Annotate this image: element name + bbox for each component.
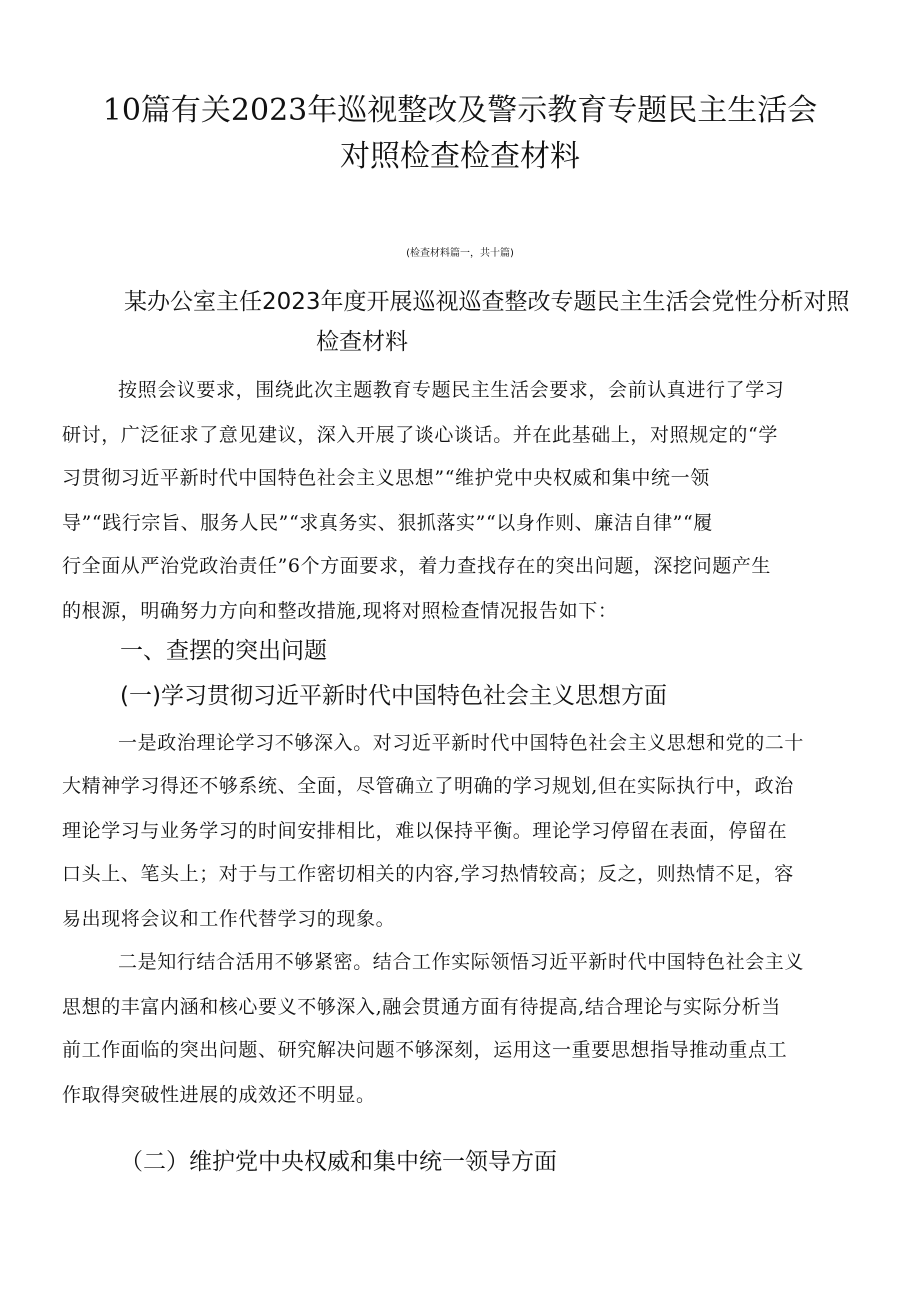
para1-line: 易出现将会议和工作代替学习的现象。 [62, 908, 396, 930]
para2-line: 作取得突破性进展的成效还不明显。 [62, 1084, 376, 1106]
section-title-line-1: 某办公室主任2023年度开展巡视巡查整改专题民主生活会党性分析对照 [124, 289, 850, 315]
intro-line: 的根源，明确努力方向和整改措施,现将对照检查情况报告如下： [62, 600, 618, 622]
para2-line: 前工作面临的突出问题、研究解决问题不够深刻，运用这一重要思想指导推动重点工 [62, 1039, 788, 1061]
intro-line: 导”“践行宗旨、服务人民”“求真务实、狠抓落实”“以身作则、廉洁自律”“履 [62, 512, 713, 534]
heading-problems: 一、查摆的突出问题 [120, 638, 327, 664]
intro-line: 行全面从严治党政治责任”6个方面要求，着力查找存在的突出问题，深挖问题产生 [62, 555, 772, 577]
title-line-2: 对照检查检查材料 [340, 139, 580, 174]
para1-line: 一是政治理论学习不够深入。对习近平新时代中国特色社会主义思想和党的二十 [118, 732, 805, 754]
para1-line: 口头上、笔头上；对于与工作密切相关的内容,学习热情较高；反之，则热情不足，容 [62, 863, 794, 885]
para1-line: 大精神学习得还不够系统、全面，尽管确立了明确的学习规划,但在实际执行中，政治 [62, 775, 794, 797]
document-title [60, 88, 860, 180]
para2-line: 二是知行结合活用不够紧密。结合工作实际领悟习近平新时代中国特色社会主义 [118, 951, 805, 973]
document-subtitle: (检查材料篇一，共十篇) [406, 248, 514, 259]
title-line-1: 10篇有关2023年巡视整改及警示教育专题民主生活会 [102, 93, 818, 128]
heading-study-thought: (一)学习贯彻习近平新时代中国特色社会主义思想方面 [120, 683, 667, 709]
section-title-line-2: 检查材料 [316, 329, 408, 355]
para1-line: 理论学习与业务学习的时间安排相比，难以保持平衡。理论学习停留在表面，停留在 [62, 820, 788, 842]
intro-line: 研讨，广泛征求了意见建议，深入开展了谈心谈话。并在此基础上，对照规定的“学 [62, 424, 778, 446]
para2-line: 思想的丰富内涵和核心要义不够深入,融会贯通方面有待提高,结合理论与实际分析当 [62, 996, 781, 1018]
intro-line: 习贯彻习近平新时代中国特色社会主义思想”“维护党中央权威和集中统一领 [62, 467, 710, 489]
intro-line: 按照会议要求，围绕此次主题教育专题民主生活会要求，会前认真进行了学习 [118, 379, 785, 401]
heading-uphold-authority: （二）维护党中央权威和集中统一领导方面 [120, 1149, 557, 1175]
